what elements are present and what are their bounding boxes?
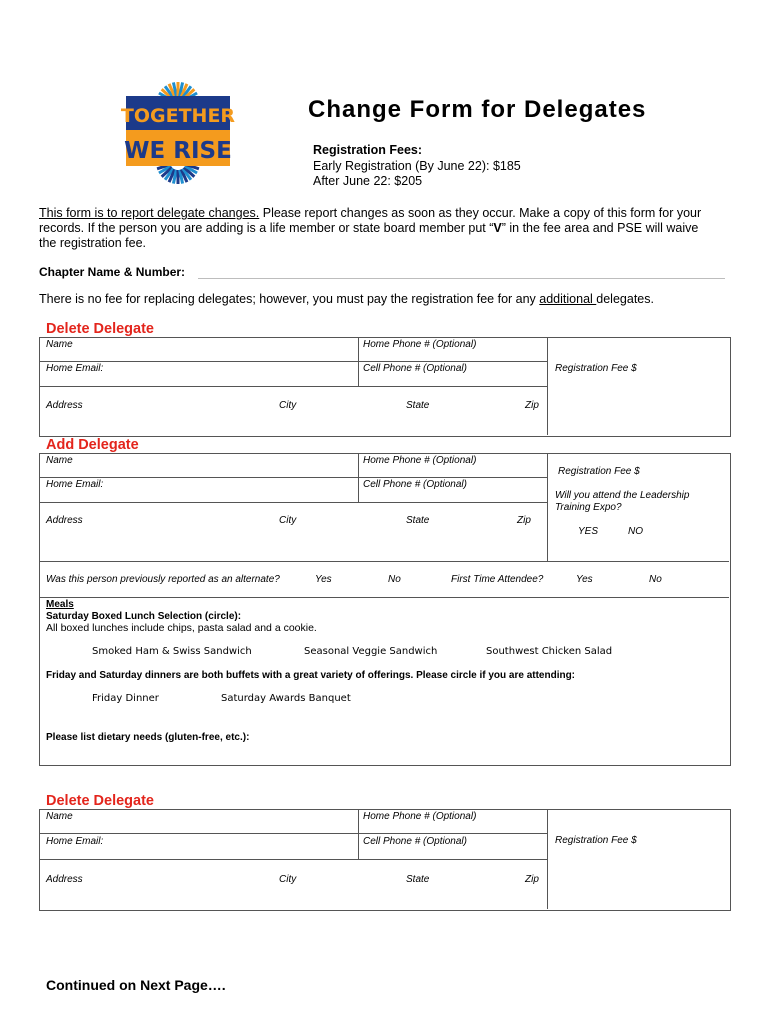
chapter-label: Chapter Name & Number:	[39, 265, 186, 279]
intro-underlined: This form is to report delegate changes.	[39, 206, 260, 220]
home-email-field[interactable]: Home Email:	[46, 363, 104, 374]
divider	[547, 454, 548, 561]
lunch-option-ham[interactable]: Smoked Ham & Swiss Sandwich	[92, 646, 252, 657]
dinners-note: Friday and Saturday dinners are both buffets with a great variety of offerings. Please circle if you are attending:	[46, 670, 576, 681]
page-title: Change Form for Delegates	[308, 96, 647, 123]
dinner-option-saturday[interactable]: Saturday Awards Banquet	[221, 693, 351, 704]
lunch-option-chicken[interactable]: Southwest Chicken Salad	[486, 646, 613, 657]
alternate-yes-option[interactable]: Yes	[315, 574, 332, 585]
home-phone-field[interactable]: Home Phone # (Optional)	[363, 811, 477, 822]
cell-phone-field[interactable]: Cell Phone # (Optional)	[363, 479, 467, 490]
delete-delegate-box-2	[39, 809, 731, 911]
add-delegate-heading: Add Delegate	[46, 437, 139, 453]
delete-delegate-heading-2: Delete Delegate	[46, 793, 154, 809]
lunch-note: All boxed lunches include chips, pasta salad and a cookie.	[46, 622, 317, 634]
expo-no-option[interactable]: NO	[628, 526, 643, 537]
no-fee-note	[39, 292, 654, 306]
registration-fee-field[interactable]: Registration Fee $	[555, 363, 637, 374]
registration-fee-field[interactable]: Registration Fee $	[558, 466, 640, 477]
divider	[40, 597, 729, 598]
intro-v: V	[493, 221, 502, 235]
first-time-question: First Time Attendee?	[451, 574, 544, 585]
lunch-selection-label	[46, 611, 241, 622]
dinner-option-friday[interactable]: Friday Dinner	[92, 693, 159, 704]
registration-fees	[313, 143, 521, 190]
divider	[40, 859, 547, 860]
first-time-no-option[interactable]: No	[649, 574, 662, 585]
address-field[interactable]: Address	[46, 515, 83, 526]
home-phone-field[interactable]: Home Phone # (Optional)	[363, 455, 477, 466]
divider	[547, 810, 548, 909]
divider	[40, 502, 547, 503]
divider	[358, 338, 359, 386]
name-field[interactable]: Name	[46, 339, 73, 350]
divider	[40, 361, 547, 362]
logo-line2: WE RISE	[124, 138, 232, 164]
intro-rest2: ” in the fee area and PSE will waive the registration fee.	[39, 221, 699, 250]
delete-delegate-box-1	[39, 337, 731, 437]
chapter-input-line[interactable]	[198, 278, 725, 279]
lunch-pre: Saturday Boxed	[46, 611, 123, 622]
zip-field[interactable]: Zip	[525, 874, 539, 885]
dietary-needs-label: Please list dietary needs (gluten-free, etc.):	[46, 732, 250, 743]
logo-graphic	[120, 78, 240, 188]
meals-heading: Meals	[46, 599, 74, 610]
alternate-question: Was this person previously reported as an alternate?	[46, 574, 280, 585]
nofee-underlined: additional	[539, 292, 597, 306]
city-field[interactable]: City	[279, 874, 297, 885]
nofee-part2: delegates.	[596, 292, 654, 306]
cell-phone-field[interactable]: Cell Phone # (Optional)	[363, 836, 467, 847]
logo-line1: TOGETHER	[120, 105, 236, 127]
zip-field[interactable]: Zip	[517, 515, 531, 526]
name-field[interactable]: Name	[46, 455, 73, 466]
home-email-field[interactable]: Home Email:	[46, 479, 104, 490]
fees-early: Early Registration (By June 22): $185	[313, 158, 521, 173]
divider	[40, 386, 547, 387]
city-field[interactable]: City	[279, 400, 297, 411]
state-field[interactable]: State	[406, 400, 430, 411]
city-field[interactable]: City	[279, 515, 297, 526]
expo-question: Will you attend the Leadership Training Expo?	[555, 490, 690, 513]
lunch-option-veggie[interactable]: Seasonal Veggie Sandwich	[304, 646, 438, 657]
home-phone-field[interactable]: Home Phone # (Optional)	[363, 339, 477, 350]
zip-field[interactable]: Zip	[525, 400, 539, 411]
divider	[40, 477, 547, 478]
state-field[interactable]: State	[406, 515, 430, 526]
address-field[interactable]: Address	[46, 400, 83, 411]
divider	[358, 454, 359, 502]
delete-delegate-heading-1: Delete Delegate	[46, 321, 154, 337]
state-field[interactable]: State	[406, 874, 430, 885]
home-email-field[interactable]: Home Email:	[46, 836, 104, 847]
intro-paragraph	[39, 206, 704, 251]
name-field[interactable]: Name	[46, 811, 73, 822]
expo-yes-option[interactable]: YES	[578, 526, 599, 537]
alternate-no-option[interactable]: No	[388, 574, 401, 585]
intro-rest1: Please report changes as soon as they occur. Make a copy of this form for your records. If the person you are adding is a life member or state board member put “	[39, 206, 702, 235]
registration-fee-field[interactable]: Registration Fee $	[555, 835, 637, 846]
divider	[40, 833, 547, 834]
first-time-yes-option[interactable]: Yes	[576, 574, 593, 585]
address-field[interactable]: Address	[46, 874, 83, 885]
divider	[358, 810, 359, 859]
divider	[547, 338, 548, 435]
divider	[40, 561, 729, 562]
lunch-post: Lunch Selection (circle):	[122, 611, 242, 622]
fees-heading: Registration Fees:	[313, 143, 423, 157]
nofee-part1: There is no fee for replacing delegates; however, you must pay the registration fee for any	[39, 292, 540, 306]
cell-phone-field[interactable]: Cell Phone # (Optional)	[363, 363, 467, 374]
fees-after: After June 22: $205	[313, 174, 423, 188]
continued-note: Continued on Next Page….	[46, 977, 226, 993]
together-we-rise-logo	[120, 78, 240, 188]
